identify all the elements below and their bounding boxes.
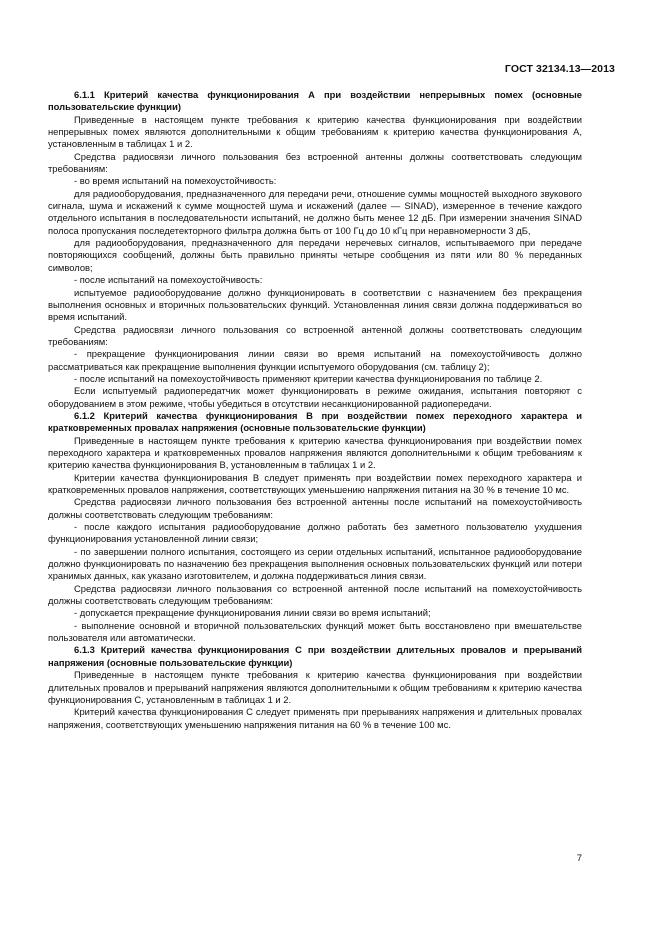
section-heading: 6.1.3 Критерий качества функционирования С при воздействии длительных провалов и прерываний напряжения (основные пользовательские функции) — [48, 644, 582, 668]
body-paragraph: - во время испытаний на помехоустойчивость: — [74, 175, 277, 187]
body-paragraph: - после испытаний на помехоустойчивость применяют критерии качества функционирования по таблице 2. — [74, 372, 543, 384]
body-paragraph: - по завершении полного испытания, состоящего из серии отдельных испытаний, испытанное радиооборудование должно функционировать по назначению без прекращения выполнения основных пользовательских функций или потери хранимых данных, как указано изготовителем, и должна поддерживаться линия связи. — [48, 545, 582, 582]
body-paragraph: для радиооборудования, предназначенного для передачи речи, отношение суммы мощностей выходного звукового сигнала, шума и искажений к сумме мощностей шума и искажений (далее — SINAD), измеренное в течение каждого отдельного испытания в последовательности испытаний, не должно быть менее 12 дБ. При измерении значения SINAD полоса пропускания последетекторного фильтра должна быть от 100 Гц до 10 кГц при неравномерности 3 дБ, — [48, 187, 582, 236]
body-paragraph: Средства радиосвязи личного пользования без встроенной антенны должны соответствовать следующим требованиям: — [48, 150, 582, 175]
body-paragraph: - после испытаний на помехоустойчивость: — [74, 274, 263, 286]
body-paragraph: Средства радиосвязи личного пользования со встроенной антенной должны соответствовать следующим требованиям: — [48, 323, 582, 347]
body-paragraph: Средства радиосвязи личного пользования со встроенной антенной после испытаний на помехоустойчивость должны соответствовать следующим требованиям: — [48, 582, 582, 607]
document-body — [48, 89, 582, 731]
section-heading: 6.1.2 Критерий качества функционирования В при воздействии помех переходного характера и кратковременных провалах напряжения (основные пользовательские функции) — [48, 409, 582, 434]
body-paragraph: Если испытуемый радиопередатчик может функционировать в режиме ожидания, испытания повторяют с оборудованием в этом режиме, чтобы убедиться в отсутствии несанкционированной радиопередачи. — [48, 385, 582, 409]
body-paragraph: Средства радиосвязи личного пользования без встроенной антенны после испытаний на помехоустойчивость должны соответствовать следующим требованиям: — [48, 496, 582, 520]
body-paragraph: Приведенные в настоящем пункте требования к критерию качества функционирования при воздействии помех переходного характера и кратковременных провалов напряжения являются дополнительными к общим требованиям к критерию качества функционирования В, установленным в таблицах 1 и 2. — [48, 434, 582, 471]
body-paragraph: Критерии качества функционирования В следует применять при воздействии помех переходного характера и кратковременных провалов напряжения, соответствующих уменьшению напряжения питания на 30 % в течение 10 мс. — [48, 471, 582, 495]
page-number: 7 — [576, 853, 582, 864]
body-paragraph: Приведенные в настоящем пункте требования к критерию качества функционирования при воздействии длительных провалов и прерываний напряжения являются дополнительными к общим требованиям к критерию качества функционирования С, установленным в таблицах 1 и 2. — [48, 669, 582, 705]
body-paragraph: - выполнение основной и вторичной пользовательских функций может быть восстановлено при вмешательстве пользователя или автоматически. — [48, 619, 582, 644]
section-heading: 6.1.1 Критерий качества функционирования А при воздействии непрерывных помех (основные пользовательские функции) — [48, 89, 582, 113]
body-paragraph: - после каждого испытания радиооборудование должно работать без заметного пользователю ухудшения функционирования установленной линии связи; — [48, 521, 582, 545]
body-paragraph: испытуемое радиооборудование должно функционировать в соответствии с назначением без прекращения выполнения основных и вторичных пользовательских функций. Установленная линия связи должна поддерживаться во время испытаний. — [48, 286, 582, 323]
body-paragraph: Приведенные в настоящем пункте требования к критерию качества функционирования при воздействии непрерывных помех являются дополнительными к общим требованиям к критерию качества функционирования А, установленным в таблицах 1 и 2. — [48, 113, 582, 150]
body-paragraph: для радиооборудования, предназначенного для передачи неречевых сигналов, испытываемого при передаче повторяющихся сообщений, должны быть правильно приняты четыре сообщения из пяти или 80 % переданных символов; — [48, 237, 582, 273]
document-code-header: ГОСТ 32134.13—2013 — [504, 63, 615, 75]
body-paragraph: - допускается прекращение функционирования линии связи во время испытаний; — [74, 607, 431, 619]
body-paragraph: - прекращение функционирования линии связи во время испытаний на помехоустойчивость должно рассматриваться как прекращение выполнения функции испытуемого оборудования (см. таблицу 2); — [48, 348, 582, 372]
body-paragraph: Критерий качества функционирования С следует применять при прерываниях напряжения и длительных провалах напряжения, соответствующих уменьшению напряжения питания на 60 % в течение 100 мс. — [48, 706, 582, 730]
